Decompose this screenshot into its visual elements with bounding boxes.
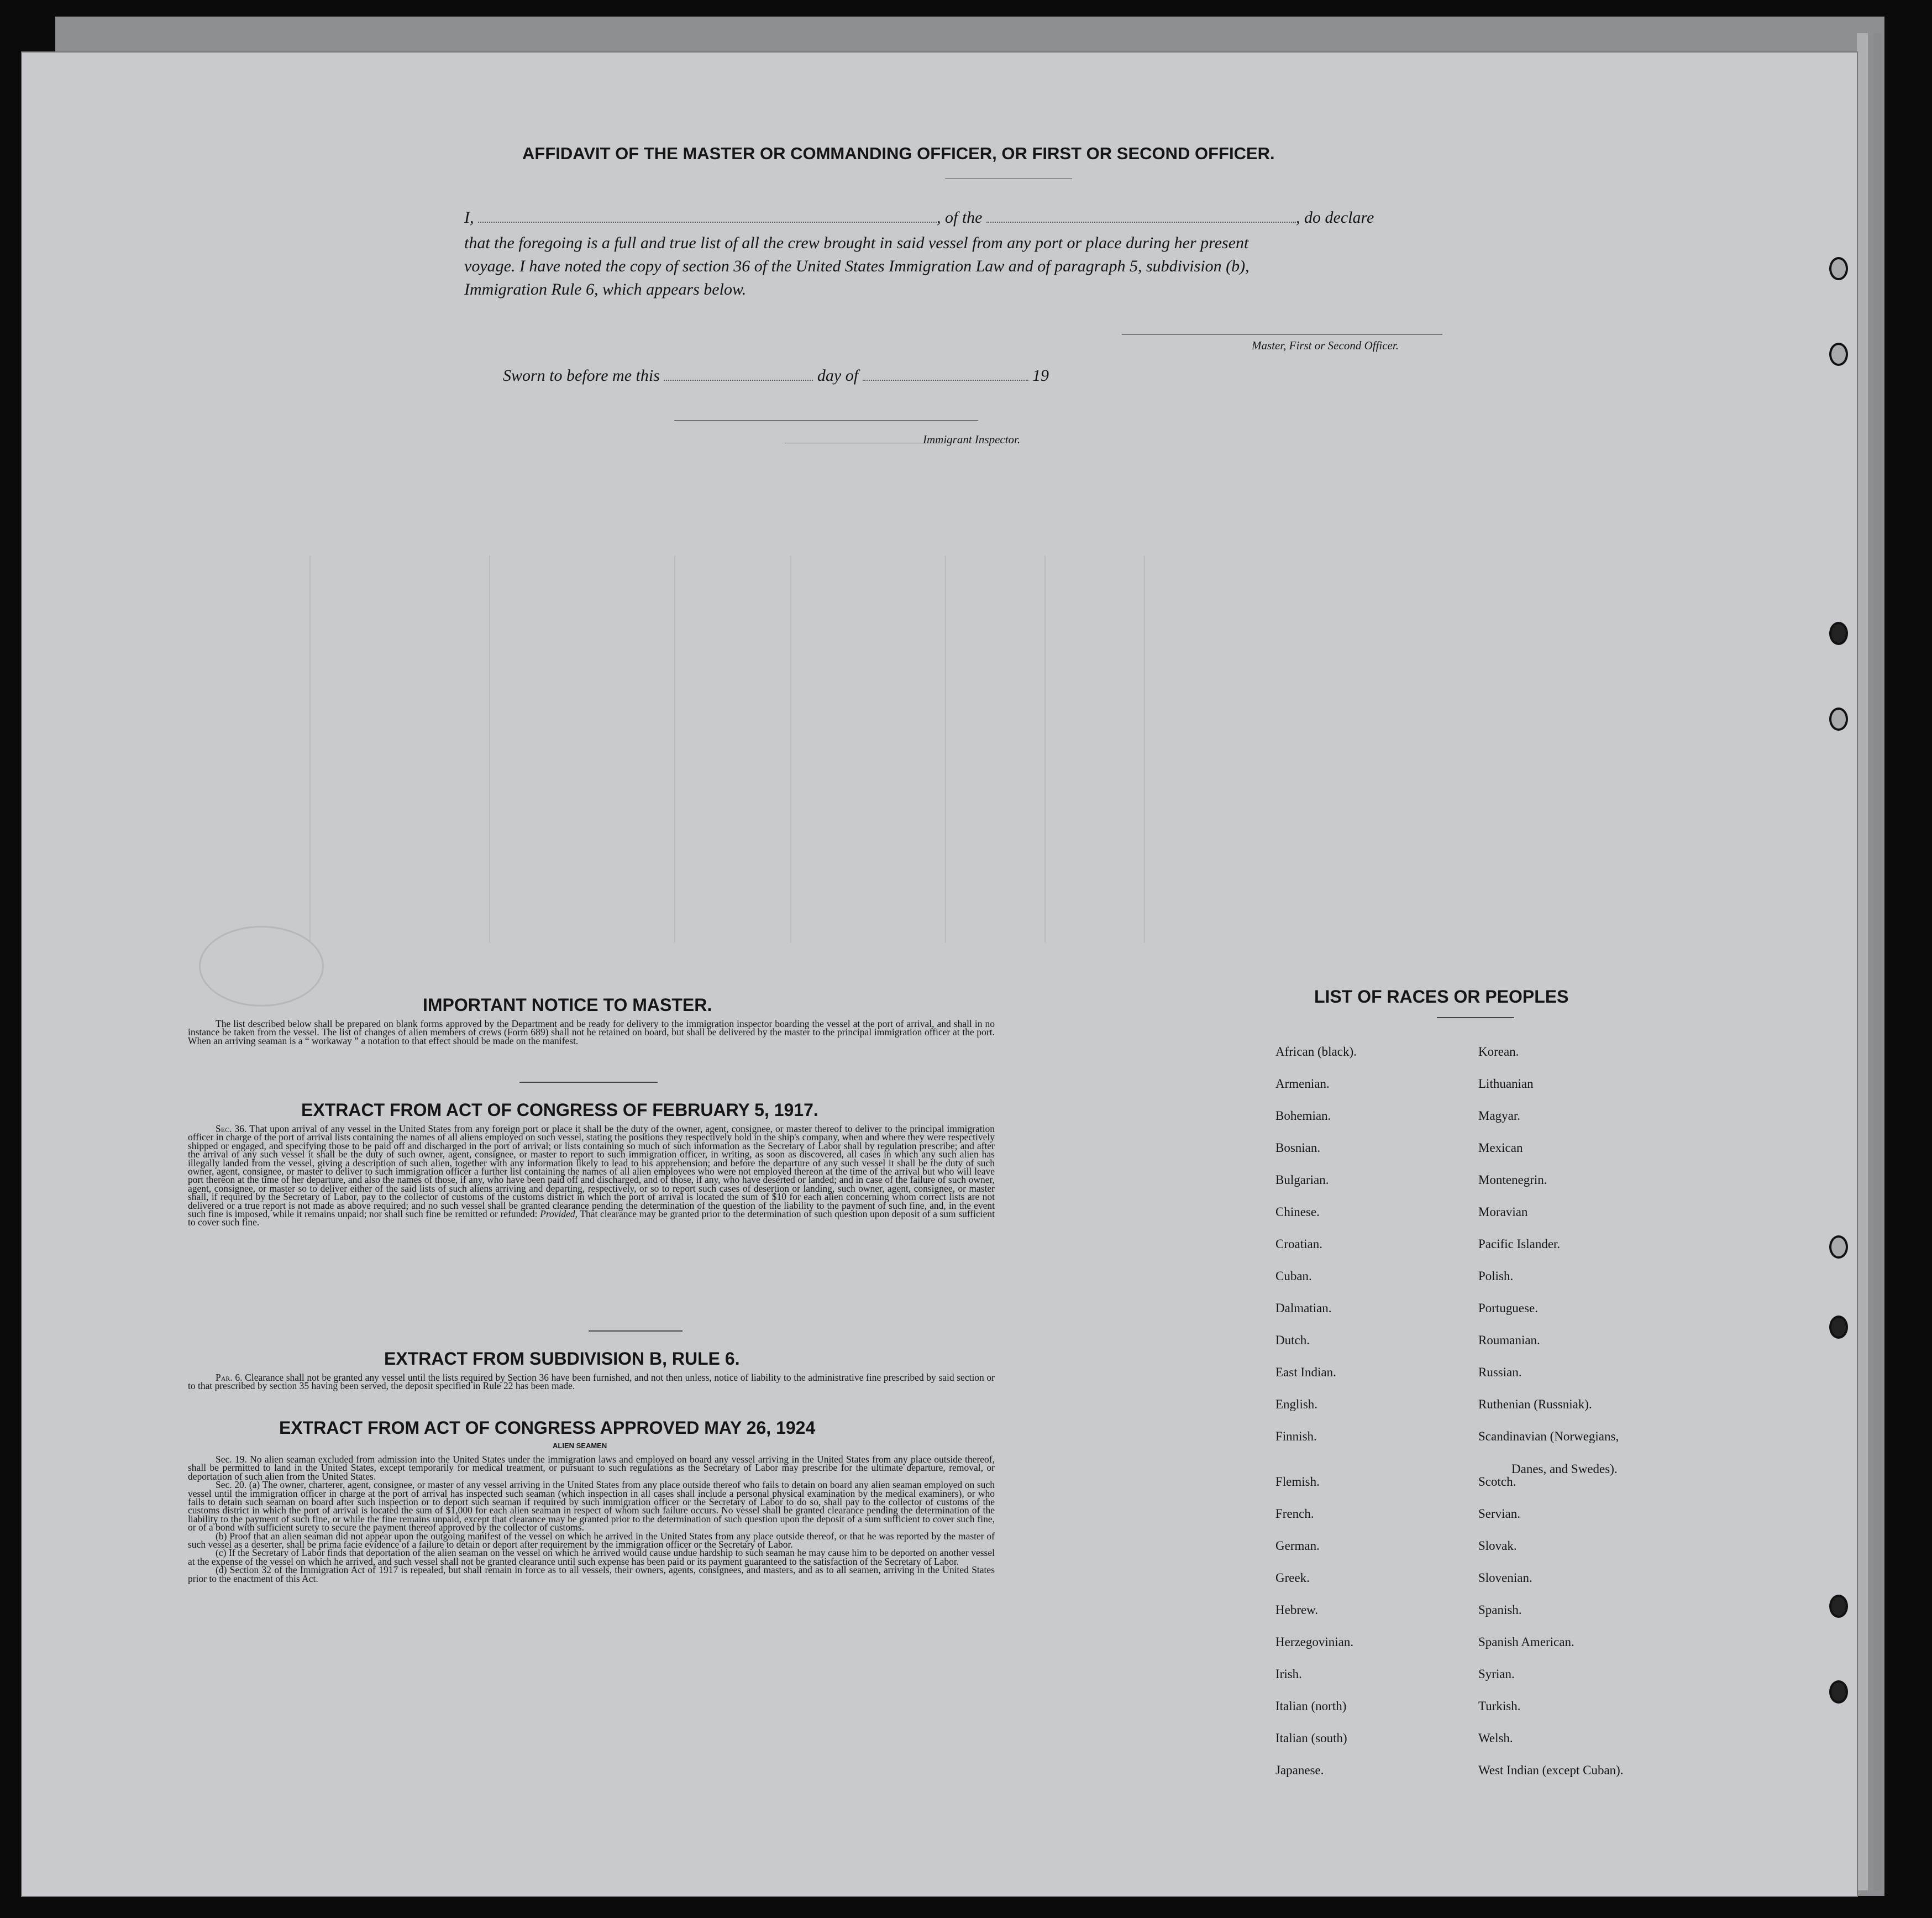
race-item: Spanish. <box>1478 1603 1522 1617</box>
notice-title: IMPORTANT NOTICE TO MASTER. <box>423 995 712 1015</box>
month-blank[interactable] <box>863 379 1028 381</box>
races-title: LIST OF RACES OR PEOPLES <box>1314 987 1569 1007</box>
section-36-text: That upon arrival of any vessel in the United States from any foreign port or place it shall be the duty of the owner, agent, consignee, or master thereof to deliver to the principal immigration officer in charge of the port of arrival lists containing the names of all aliens employed on such vessel, stating the positions they respectively hold in the ship's company, when and where they were respectively shipped or engaged, and specifying those to be paid off and discharged in the port of arrival; or lists containing so much of such information as the Secretary of Labor shall by regulation prescribe; and after the arrival of any such vessel it shall be the duty of such owner, agent, consignee, or master to report to such immigration officer, in writing, as soon as discovered, all cases in which any such alien has illegally landed from the vessel, giving a description of such alien, together with any information likely to lead to his apprehension; and before the departure of any such vessel it shall be the duty of such owner, agent, consignee, or master to deliver to such immigration officer a further list containing the names of all alien employees who were not employed thereon at the time of the arrival but who will leave port thereon at the time of her departure, and also the names of those, if any, who have been paid off and discharged, and of those, if any, who have deserted or landed; and in case of the failure of such owner, agent, consignee, or master so to deliver either of the said lists of such aliens arriving and departing, respectively, or so to report such cases of desertion or landing, such owner, agent, consignee, or master shall, if required by the Secretary of Labor, pay to the collector of customs of the customs district in which the port of arrival is located the sum of $10 for each alien concerning whom correct lists are not delivered or a true report is not made as above required; and no such vessel shall be granted clearance pending the determination of the question of the liability to the payment of such fine, and, in the event such fine is imposed, while it remains unpaid; nor shall such fine be remitted or refunded: <box>188 1123 995 1220</box>
extract-1917-text <box>188 1125 995 1227</box>
race-item: Syrian. <box>1478 1667 1515 1681</box>
binder-hole <box>1829 1595 1848 1618</box>
race-item: Lithuanian <box>1478 1077 1534 1091</box>
binder-hole <box>1829 1680 1848 1704</box>
divider <box>589 1330 683 1332</box>
paragraph-label: Par. 6. <box>216 1372 243 1383</box>
sec-20a-paragraph: Sec. 20. (a) The owner, charterer, agent, consignee, or master of any vessel arriving in the United States from any place outside thereof who fails to detain on board any alien seaman employed on such vessel until the immigration officer in charge at the port of arrival has inspected such seaman (which inspection in all cases shall include a personal physical examination by the medical examiners), or who fails to detain such seaman on board after such inspection or to deport such seaman if required by such immigration officer or the Secretary of Labor to do so, shall pay to the collector of customs of the customs district in which the port of arrival is located the sum of $1,000 for each alien seaman in respect of whom such failure occurs. No vessel shall be granted clearance pending the determination of the liability to the payment of such fine, or while the fine remains unpaid, except that clearance may be granted prior to the determination of such question upon the deposit of a sum sufficient to cover such fine, or of a bond with sufficient surety to secure the payment thereof approved by the collector of customs. <box>188 1479 995 1533</box>
faded-stamp <box>199 926 324 1007</box>
race-item: Mexican <box>1478 1141 1523 1155</box>
race-item: French. <box>1275 1507 1314 1521</box>
binder-hole <box>1829 622 1848 645</box>
race-item: German. <box>1275 1539 1320 1553</box>
divider <box>1437 1017 1514 1018</box>
page-edge <box>1857 33 1868 1890</box>
race-item: Scotch. <box>1478 1475 1516 1489</box>
race-item: Welsh. <box>1478 1731 1513 1745</box>
name-blank[interactable] <box>478 221 937 223</box>
provided-label: Provided, <box>540 1208 578 1220</box>
race-item: Polish. <box>1478 1269 1514 1283</box>
race-item: Croatian. <box>1275 1237 1322 1251</box>
race-item: Russian. <box>1478 1365 1522 1379</box>
notice-text <box>188 1020 995 1045</box>
race-item: Bulgarian. <box>1275 1173 1329 1187</box>
race-item: Servian. <box>1478 1507 1521 1521</box>
binder-hole <box>1829 708 1848 731</box>
race-item: Pacific Islander. <box>1478 1237 1561 1251</box>
race-item: Scandinavian (Norwegians, <box>1478 1429 1619 1443</box>
i-label: I, <box>464 208 474 227</box>
race-item: Dutch. <box>1275 1333 1310 1347</box>
race-item: West Indian (except Cuban). <box>1478 1763 1624 1777</box>
race-item: African (black). <box>1275 1045 1357 1058</box>
section-label: Sec. 36. <box>216 1123 247 1134</box>
race-item: Bohemian. <box>1275 1109 1331 1123</box>
of-the-label: , of the <box>937 208 983 227</box>
race-item: Greek. <box>1275 1571 1310 1585</box>
extract-1924-title: EXTRACT FROM ACT OF CONGRESS APPROVED MAY 26, 1924 <box>279 1418 816 1438</box>
sec-19-paragraph: Sec. 19. No alien seaman excluded from admission into the United States under the immigration laws and employed on board any vessel arriving in the United States from any place outside thereof, shall be permitted to land in the United States, except temporarily for medical treatment, or pursuant to such regulations as the Secretary of Labor may prescribe for the ultimate departure, removal, or deportation of such alien from the United States. <box>188 1454 995 1482</box>
declaration-line-4: Immigration Rule 6, which appears below. <box>464 280 747 298</box>
extract-rule6-title: EXTRACT FROM SUBDIVISION B, RULE 6. <box>384 1349 740 1369</box>
divider <box>519 1082 658 1083</box>
race-item: Flemish. <box>1275 1475 1320 1489</box>
alien-seamen-subtitle: ALIEN SEAMEN <box>553 1442 607 1450</box>
race-item: Moravian <box>1478 1205 1528 1219</box>
binder-hole <box>1829 343 1848 366</box>
do-declare-label: , do declare <box>1296 208 1374 227</box>
section-36-end: That clearance may be granted prior to the determination of such question upon deposit of a sum sufficient to cover such fine. <box>188 1208 995 1228</box>
race-item: Irish. <box>1275 1667 1302 1681</box>
declaration-line-1 <box>464 208 1374 227</box>
extract-rule6-text <box>188 1374 995 1391</box>
race-item: English. <box>1275 1397 1318 1411</box>
notice-paragraph: The list described below shall be prepared on blank forms approved by the Department and be ready for delivery to the immigration inspector boarding the vessel at the port of arrival, and shall in no instance be taken from the vessel. The list of changes of alien members of crews (Form 689) shall not be retained on board, but shall be delivered by the master to the principal immigration officer at the port. When an arriving seaman is a “ workaway ” a notation to that effect should be made on the manifest. <box>188 1018 995 1046</box>
binder-hole <box>1829 1316 1848 1339</box>
race-item: Dalmatian. <box>1275 1301 1332 1315</box>
race-item: Bosnian. <box>1275 1141 1321 1155</box>
race-item: Japanese. <box>1275 1763 1324 1777</box>
declaration-line-2: that the foregoing is a full and true list of all the crew brought in said vessel from any port or place during her present <box>464 234 1249 252</box>
binder-hole <box>1829 257 1848 280</box>
race-item: East Indian. <box>1275 1365 1336 1379</box>
affidavit-title: AFFIDAVIT OF THE MASTER OR COMMANDING OFFICER, OR FIRST OR SECOND OFFICER. <box>522 144 1275 163</box>
page-edge <box>1873 33 1881 1890</box>
race-item: Spanish American. <box>1478 1635 1574 1649</box>
race-item: Korean. <box>1478 1045 1519 1058</box>
binder-hole <box>1829 1235 1848 1259</box>
sec-20b-paragraph: (b) Proof that an alien seaman did not appear upon the outgoing manifest of the vessel on which he arrived in the United States from any place outside thereof, or that he was reported by the master of such vessel as a deserter, shall be prima facie evidence of a failure to detain or deport after requirement by the immigration officer or the Secretary of Labor. <box>188 1530 995 1550</box>
year-prefix: 19 <box>1032 366 1049 385</box>
signature-line[interactable] <box>1122 334 1442 335</box>
race-item: Finnish. <box>1275 1429 1317 1443</box>
document-page <box>22 53 1857 1896</box>
declaration-line-3: voyage. I have noted the copy of section 36 of the United States Immigration Law and of paragraph 5, subdivision (b), <box>464 257 1250 275</box>
day-blank[interactable] <box>664 379 813 381</box>
race-item: Hebrew. <box>1275 1603 1319 1617</box>
day-of-label: day of <box>817 366 859 385</box>
race-item: Roumanian. <box>1478 1333 1540 1347</box>
sec-20d-paragraph: (d) Section 32 of the Immigration Act of 1917 is repealed, but shall remain in force as to all vessels, their owners, agents, consignees, and masters, and as to all seamen, arriving in the United States prior to the enactment of this Act. <box>188 1564 995 1584</box>
sworn-label: Sworn to before me this <box>503 366 660 385</box>
race-item: Armenian. <box>1275 1077 1330 1091</box>
race-item: Portuguese. <box>1478 1301 1538 1315</box>
vessel-blank[interactable] <box>986 221 1296 223</box>
inspector-label: Immigrant Inspector. <box>923 433 1021 446</box>
race-item: Slovenian. <box>1478 1571 1532 1585</box>
race-item: Ruthenian (Russniak). <box>1478 1397 1592 1411</box>
race-item: Slovak. <box>1478 1539 1517 1553</box>
sec-20c-paragraph: (c) If the Secretary of Labor finds that deportation of the alien seaman on the vessel on which he arrived would cause undue hardship to such seaman he may cause him to be deported on another vessel at the expense of the vessel on which he arrived, and such vessel shall not be granted clearance until such expense has been paid or its payment guaranteed to the satisfaction of the Secretary of Labor. <box>188 1547 995 1567</box>
race-item-scandinavian-cont: Danes, and Swedes). <box>1511 1462 1618 1476</box>
race-item: Montenegrin. <box>1478 1173 1547 1187</box>
race-item: Chinese. <box>1275 1205 1320 1219</box>
sworn-line <box>503 366 1049 385</box>
signature-label: Master, First or Second Officer. <box>1252 339 1399 352</box>
rule6-text: Clearance shall not be granted any vessel until the lists required by Section 36 have been furnished, and not then unless, notice of liability to the administrative fine prescribed by said section or to that prescribed by section 35 having been served, the deposit specified in Rule 22 has been made. <box>188 1372 995 1392</box>
race-item: Italian (south) <box>1275 1731 1347 1745</box>
race-item: Herzegovinian. <box>1275 1635 1354 1649</box>
race-item: Turkish. <box>1478 1699 1521 1713</box>
inspector-line[interactable] <box>674 420 978 421</box>
race-item: Cuban. <box>1275 1269 1312 1283</box>
extract-1924-text <box>188 1455 995 1583</box>
extract-1917-title: EXTRACT FROM ACT OF CONGRESS OF FEBRUARY 5, 1917. <box>301 1100 818 1120</box>
race-item: Italian (north) <box>1275 1699 1347 1713</box>
race-item: Magyar. <box>1478 1109 1521 1123</box>
